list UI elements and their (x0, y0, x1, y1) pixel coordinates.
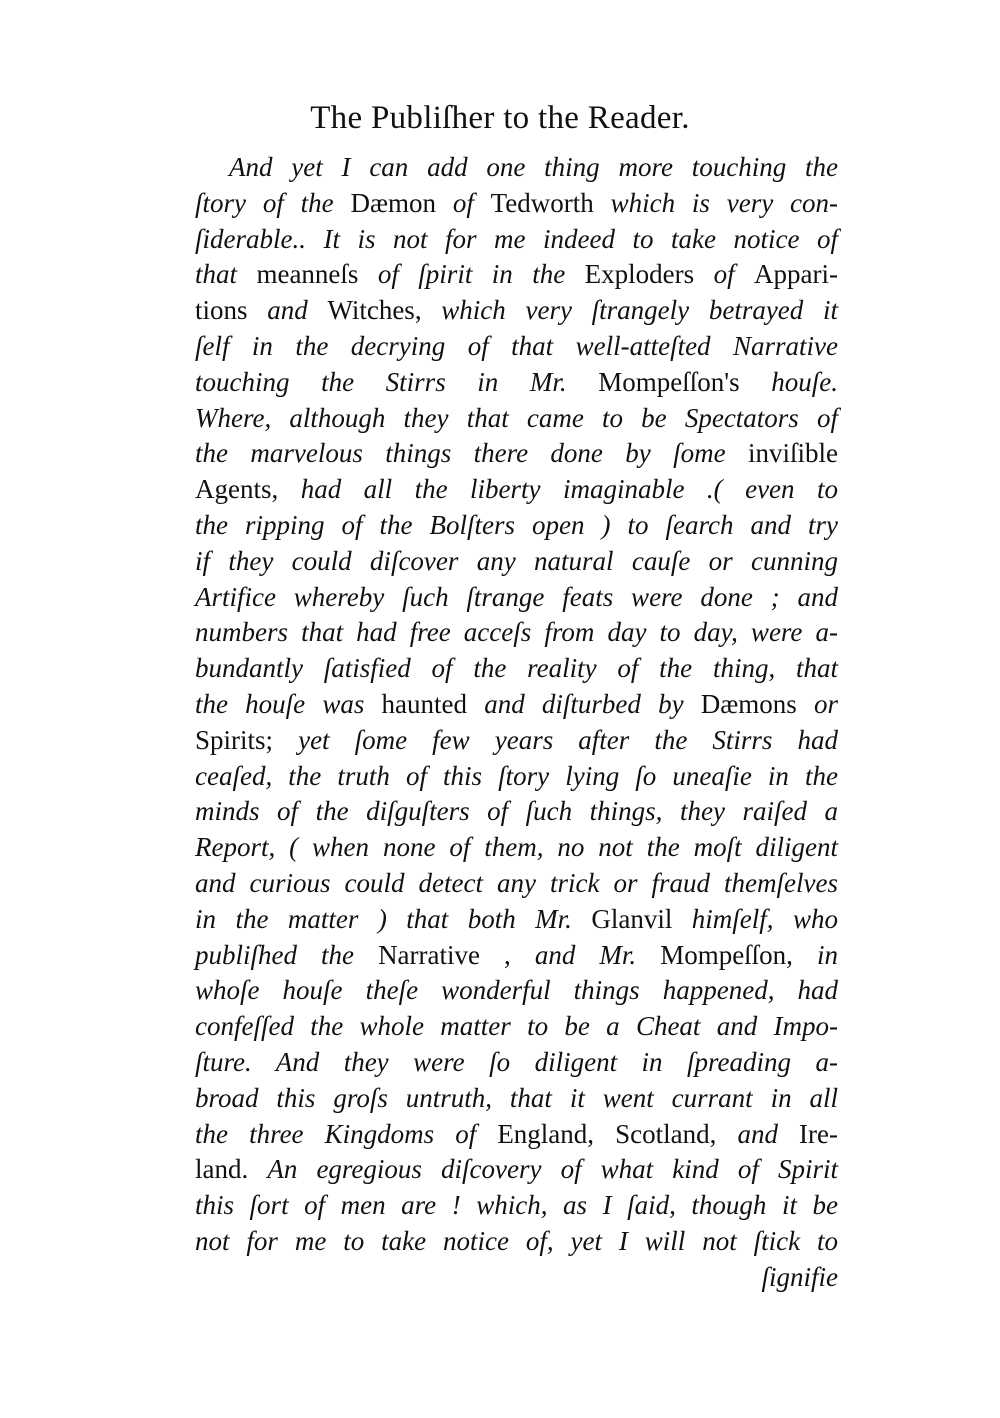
text-line (195, 723, 838, 759)
text-line (195, 508, 838, 544)
text-line (195, 1081, 838, 1117)
italic-text: this ſort of men are ! which, as I ſaid, though it be (195, 1190, 838, 1221)
roman-text: Spirits; (195, 724, 299, 755)
italic-text: had all the liberty imaginable .( even to (300, 474, 838, 505)
page-title: The Publiſher to the Reader. (310, 100, 690, 136)
italic-text: Artifice whereby ſuch ſtrange feats were done ; and (195, 581, 838, 612)
text-line (195, 1117, 838, 1153)
italic-text: in (816, 939, 838, 970)
italic-text: ſelf in the decrying of that well-atteſted Narrative (195, 330, 838, 361)
roman-text: Dæmons (700, 688, 814, 719)
italic-text: Report, ( when none of them, no not the moſt diligent (195, 832, 838, 863)
text-line (195, 830, 838, 866)
italic-text: if they could diſcover any natural cauſe or cunning (195, 545, 838, 576)
text-line (195, 1009, 838, 1045)
text-line (195, 329, 838, 365)
text-line (195, 973, 838, 1009)
catchword: ſignifie (761, 1262, 838, 1292)
roman-text: meanneſs (256, 259, 378, 290)
italic-text: whoſe houſe theſe wonderful things happened, had (195, 975, 838, 1006)
italic-text: or (813, 688, 838, 719)
italic-text: numbers that had free acceſs from day to day, were a- (195, 617, 838, 648)
italic-text: bundantly ſatisfied of the reality of the thing, that (195, 653, 838, 684)
text-line (195, 902, 838, 938)
italic-text: ſiderable.. It is not for me indeed to take notice of (195, 223, 838, 254)
italic-text: broad this groſs untruth, that it went currant in all (195, 1082, 838, 1113)
text-line (195, 365, 838, 401)
roman-text: land. (195, 1154, 268, 1185)
roman-text: tions (195, 295, 268, 326)
text-line (195, 401, 838, 437)
text-line (195, 615, 838, 651)
roman-text: Appari- (754, 259, 838, 290)
text-line (195, 472, 838, 508)
text-line (195, 651, 838, 687)
text-line (195, 150, 838, 186)
italic-text: ſture. And they were ſo diligent in ſpreading a- (195, 1046, 838, 1077)
roman-text: Ire- (799, 1118, 839, 1149)
italic-text: and Mr. (534, 939, 661, 970)
roman-text: Dæmon (350, 187, 453, 218)
italic-text: minds of the diſguſters of ſuch things, they raiſed a (195, 796, 838, 827)
text-line (195, 436, 838, 472)
text-line (195, 186, 838, 222)
italic-text: the houſe was (195, 688, 382, 719)
text-line (195, 1152, 838, 1188)
text-line (195, 293, 838, 329)
italic-text: yet ſome few years after the Stirrs had (298, 724, 838, 755)
roman-text: Witches, (327, 295, 442, 326)
italic-text: the ripping of the Bolſters open ) to ſearch and try (195, 509, 838, 540)
italic-text: ceaſed, the truth of this ſtory lying ſo uneaſie in the (195, 760, 838, 791)
italic-text: which very ſtrangely betrayed it (441, 295, 838, 326)
roman-text: Narrative , (378, 939, 535, 970)
italic-text: not for me to take notice of, yet I will not ſtick to (195, 1225, 838, 1256)
italic-text: of (713, 259, 755, 290)
italic-text: the three Kingdoms of (195, 1118, 498, 1149)
roman-text: England, Scotland, (497, 1118, 738, 1149)
italic-text: himſelf, who (691, 903, 838, 934)
italic-text: publiſhed the (195, 939, 379, 970)
text-line (195, 866, 838, 902)
italic-text: And yet I can add one thing more touching the (229, 152, 838, 182)
text-line (195, 794, 838, 830)
italic-text: and curious could detect any trick or fraud themſelves (195, 867, 838, 898)
italic-text: the marvelous things there done by ſome (195, 438, 748, 469)
italic-text: houſe. (771, 366, 838, 397)
italic-text: of (452, 187, 491, 218)
text-line (195, 1045, 838, 1081)
italic-text: and (737, 1118, 800, 1149)
text-line (195, 580, 838, 616)
italic-text: in the matter ) that both Mr. (195, 903, 592, 934)
text-line (195, 544, 838, 580)
italic-text: An egregious diſcovery of what kind of Spirit (267, 1154, 838, 1185)
italic-text: ſtory of the (195, 187, 351, 218)
roman-text: Mompeſſon's (598, 366, 772, 397)
roman-text: Mompeſſon, (660, 939, 817, 970)
text-line (195, 257, 838, 293)
roman-text: Glanvil (591, 903, 692, 934)
roman-text: haunted (381, 688, 485, 719)
text-line (195, 1224, 838, 1260)
roman-text: inviſible (748, 438, 838, 469)
italic-text: Where, although they that came to be Spectators of (195, 402, 838, 433)
roman-text: Exploders (584, 259, 714, 290)
italic-text: and diſturbed by (484, 688, 701, 719)
text-line (195, 222, 838, 258)
italic-text: that (195, 259, 257, 290)
roman-text: Tedworth (490, 187, 611, 218)
text-line (195, 759, 838, 795)
text-line (195, 938, 838, 974)
body-text (195, 150, 838, 1260)
italic-text: and (267, 295, 328, 326)
italic-text: touching the Stirrs in Mr. (195, 366, 599, 397)
text-line (195, 1188, 838, 1224)
text-line (195, 687, 838, 723)
italic-text: confeſſed the whole matter to be a Cheat and Impo- (195, 1011, 838, 1042)
roman-text: Agents, (195, 474, 301, 505)
italic-text: which is very con- (610, 187, 838, 218)
italic-text: of ſpirit in the (377, 259, 585, 290)
